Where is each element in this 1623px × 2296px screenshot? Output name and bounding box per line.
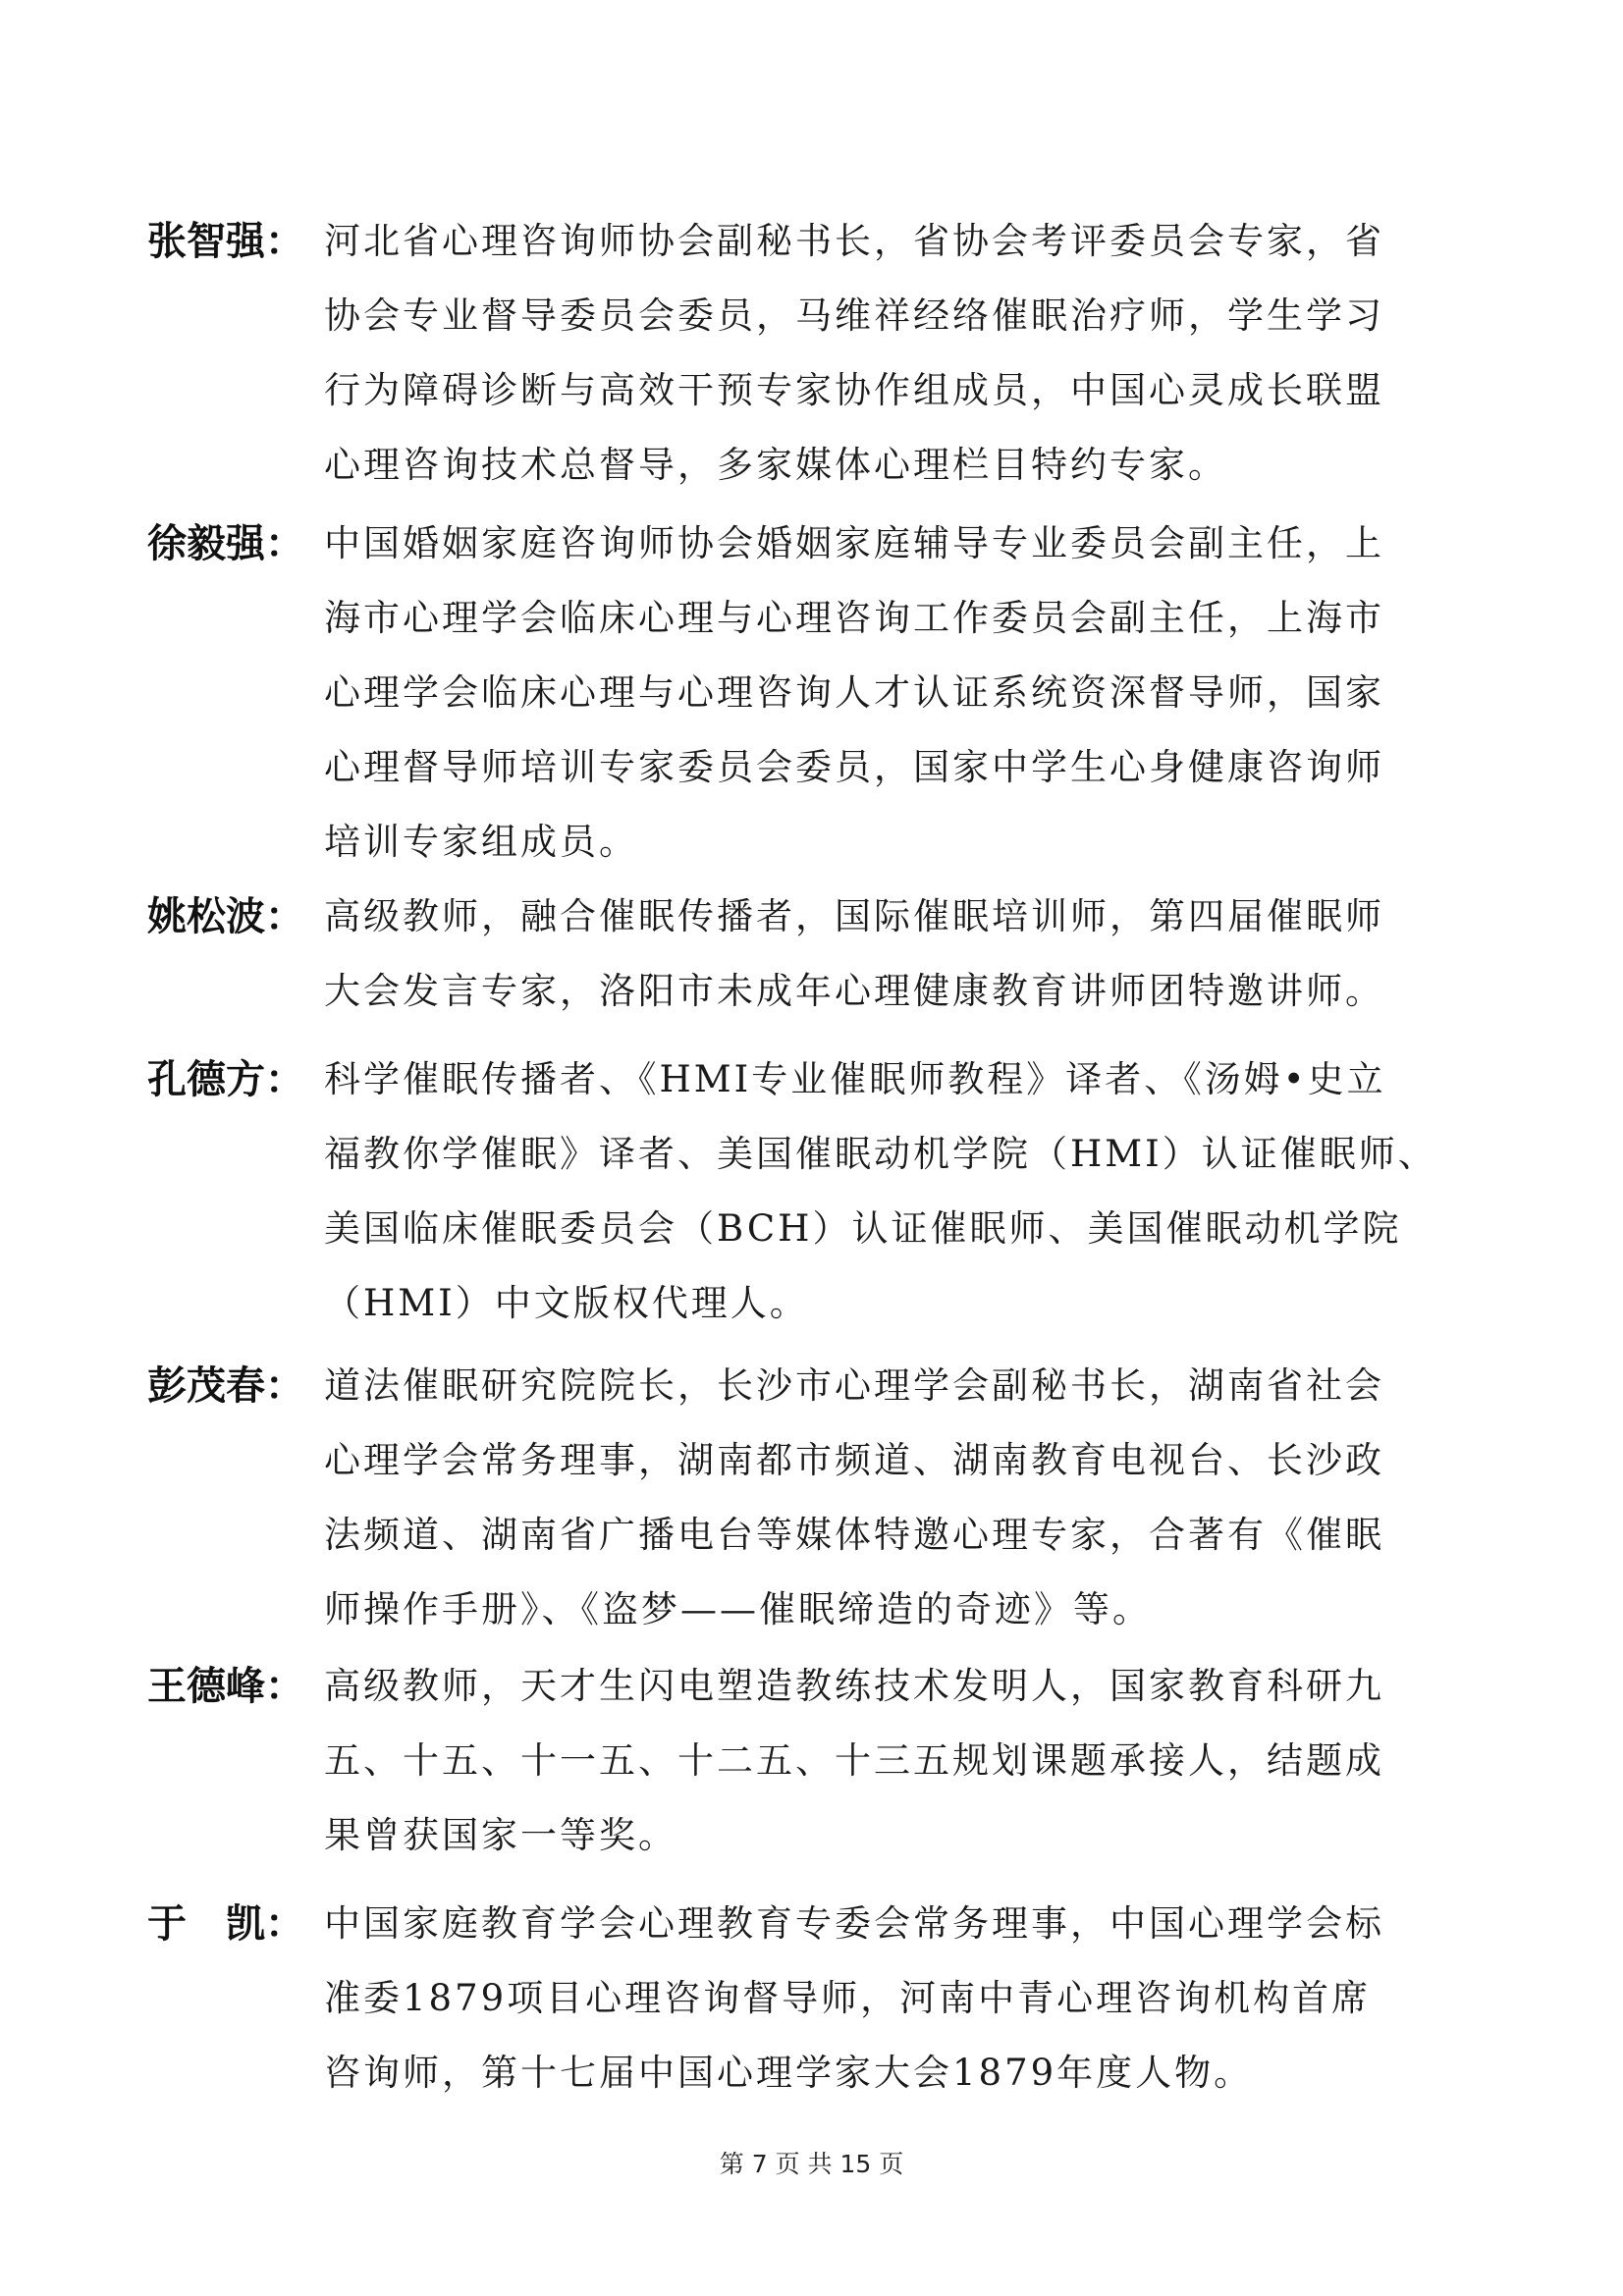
entry-description: [324, 204, 1483, 503]
description-line: 中国婚姻家庭咨询师协会婚姻家庭辅导专业委员会副主任，上: [324, 522, 1384, 564]
description-line: 培训专家组成员。: [324, 821, 638, 863]
description-line: 科学催眠传播者、《HMI专业催眠师教程》译者、《汤姆•史立: [324, 1058, 1386, 1100]
entry-name: 张智强：: [147, 219, 304, 264]
page-number-footer: 第 7 页 共 15 页: [719, 2150, 904, 2178]
description-line: 果曾获国家一等奖。: [324, 1814, 677, 1856]
description-line: 福教你学催眠》译者、美国催眠动机学院（HMI）认证催眠师、: [324, 1133, 1437, 1175]
entry-name: 彭茂春：: [147, 1363, 304, 1409]
description-line: 法频道、湖南省广播电台等媒体特邀心理专家，合著有《催眠: [324, 1514, 1384, 1556]
entry-name: 孔德方：: [147, 1057, 304, 1102]
entry-name: 王德峰：: [147, 1664, 304, 1709]
description-line: 行为障碍诊断与高效干预专家协作组成员，中国心灵成长联盟: [324, 369, 1384, 411]
description-line: 海市心理学会临床心理与心理咨询工作委员会副主任，上海市: [324, 597, 1384, 639]
description-line: 高级教师，天才生闪电塑造教练技术发明人，国家教育科研九: [324, 1665, 1384, 1707]
description-line: 心理学会临床心理与心理咨询人才认证系统资深督导师，国家: [324, 671, 1384, 714]
description-line: 心理咨询技术总督导，多家媒体心理栏目特约专家。: [324, 444, 1227, 486]
entry-description: [324, 1649, 1483, 1873]
description-line: 协会专业督导委员会委员，马维祥经络催眠治疗师，学生学习: [324, 294, 1384, 337]
entry-name: 于 凯：: [147, 1901, 304, 1947]
description-line: 咨询师，第十七届中国心理学家大会1879年度人物。: [324, 2052, 1254, 2094]
entry-description: [324, 880, 1483, 1029]
entry-description: [324, 1349, 1483, 1647]
entry-description: [324, 507, 1483, 880]
description-line: 高级教师，融合催眠传播者，国际催眠培训师，第四届催眠师: [324, 895, 1384, 937]
description-line: 五、十五、十一五、十二五、十三五规划课题承接人，结题成: [324, 1739, 1384, 1782]
description-line: 师操作手册》、《盗梦——催眠缔造的奇迹》等。: [324, 1588, 1152, 1630]
description-line: 中国家庭教育学会心理教育专委会常务理事，中国心理学会标: [324, 1902, 1384, 1945]
entry-description: [324, 1042, 1483, 1341]
description-line: 美国临床催眠委员会（BCH）认证催眠师、美国催眠动机学院: [324, 1207, 1402, 1250]
description-line: 准委1879项目心理咨询督导师，河南中青心理咨询机构首席: [324, 1977, 1372, 2019]
description-line: 心理学会常务理事，湖南都市频道、湖南教育电视台、长沙政: [324, 1439, 1384, 1481]
description-line: 大会发言专家，洛阳市未成年心理健康教育讲师团特邀讲师。: [324, 970, 1384, 1012]
description-line: 河北省心理咨询师协会副秘书长，省协会考评委员会专家，省: [324, 220, 1384, 262]
entry-description: [324, 1887, 1483, 2110]
entry-name: 徐毅强：: [147, 521, 304, 566]
description-line: 道法催眠研究院院长，长沙市心理学会副秘书长，湖南省社会: [324, 1364, 1384, 1407]
entry-name: 姚松波：: [147, 894, 304, 939]
description-line: 心理督导师培训专家委员会委员，国家中学生心身健康咨询师: [324, 746, 1384, 788]
description-line: （HMI）中文版权代理人。: [324, 1282, 809, 1324]
